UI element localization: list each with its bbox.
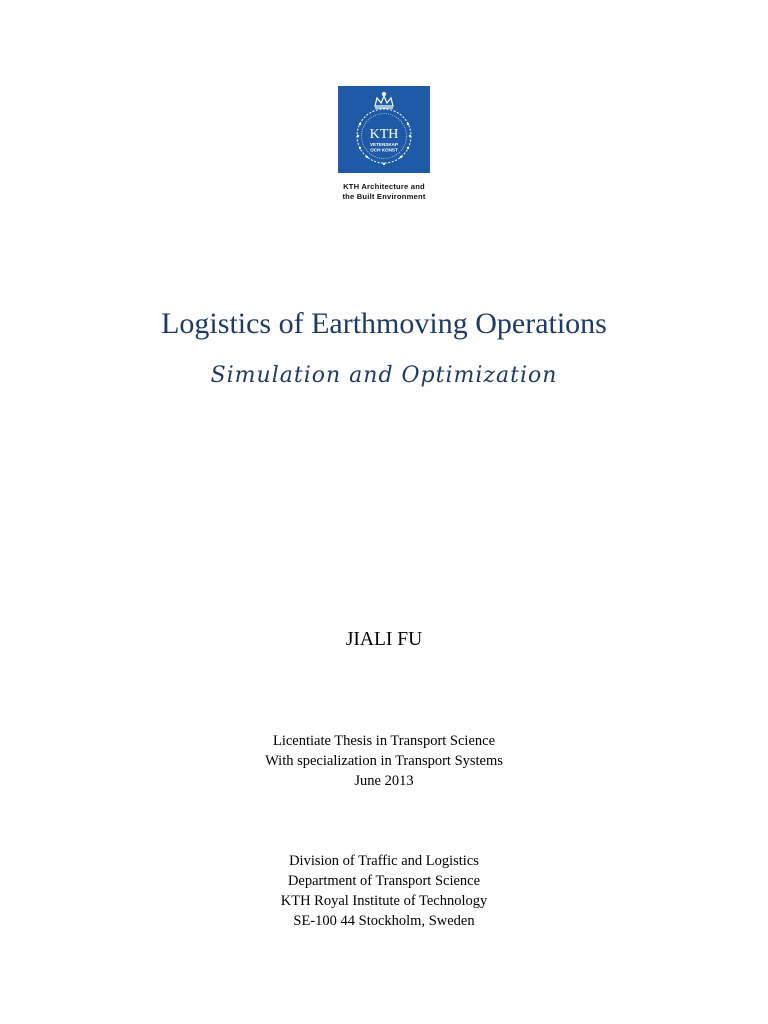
kth-logo <box>338 86 430 173</box>
thesis-info <box>0 731 768 791</box>
school-name <box>0 182 768 202</box>
school-name-line2: the Built Environment <box>342 192 426 201</box>
kth-crown-emblem-icon <box>338 86 430 173</box>
address-city: SE-100 44 Stockholm, Sweden <box>293 913 475 929</box>
address-department: Department of Transport Science <box>287 873 481 889</box>
logo-motto-line1: VETENSKAP <box>369 142 399 147</box>
school-name-line1: KTH Architecture and <box>343 182 425 191</box>
author-name: JIALI FU <box>345 629 423 650</box>
thesis-title: Logistics of Earthmoving Operations <box>161 307 607 340</box>
thesis-specialization: With specialization in Transport Systems <box>265 753 503 769</box>
logo-motto-line2: OCH KONST <box>370 147 398 153</box>
thesis-subtitle: Simulation and Optimization <box>210 363 558 388</box>
thesis-type: Licentiate Thesis in Transport Science <box>272 733 496 749</box>
address-institute: KTH Royal Institute of Technology <box>280 893 488 909</box>
thesis-date: June 2013 <box>354 773 414 789</box>
logo-text: KTH <box>369 127 399 142</box>
institution-address <box>0 851 768 931</box>
address-division: Division of Traffic and Logistics <box>289 853 479 869</box>
